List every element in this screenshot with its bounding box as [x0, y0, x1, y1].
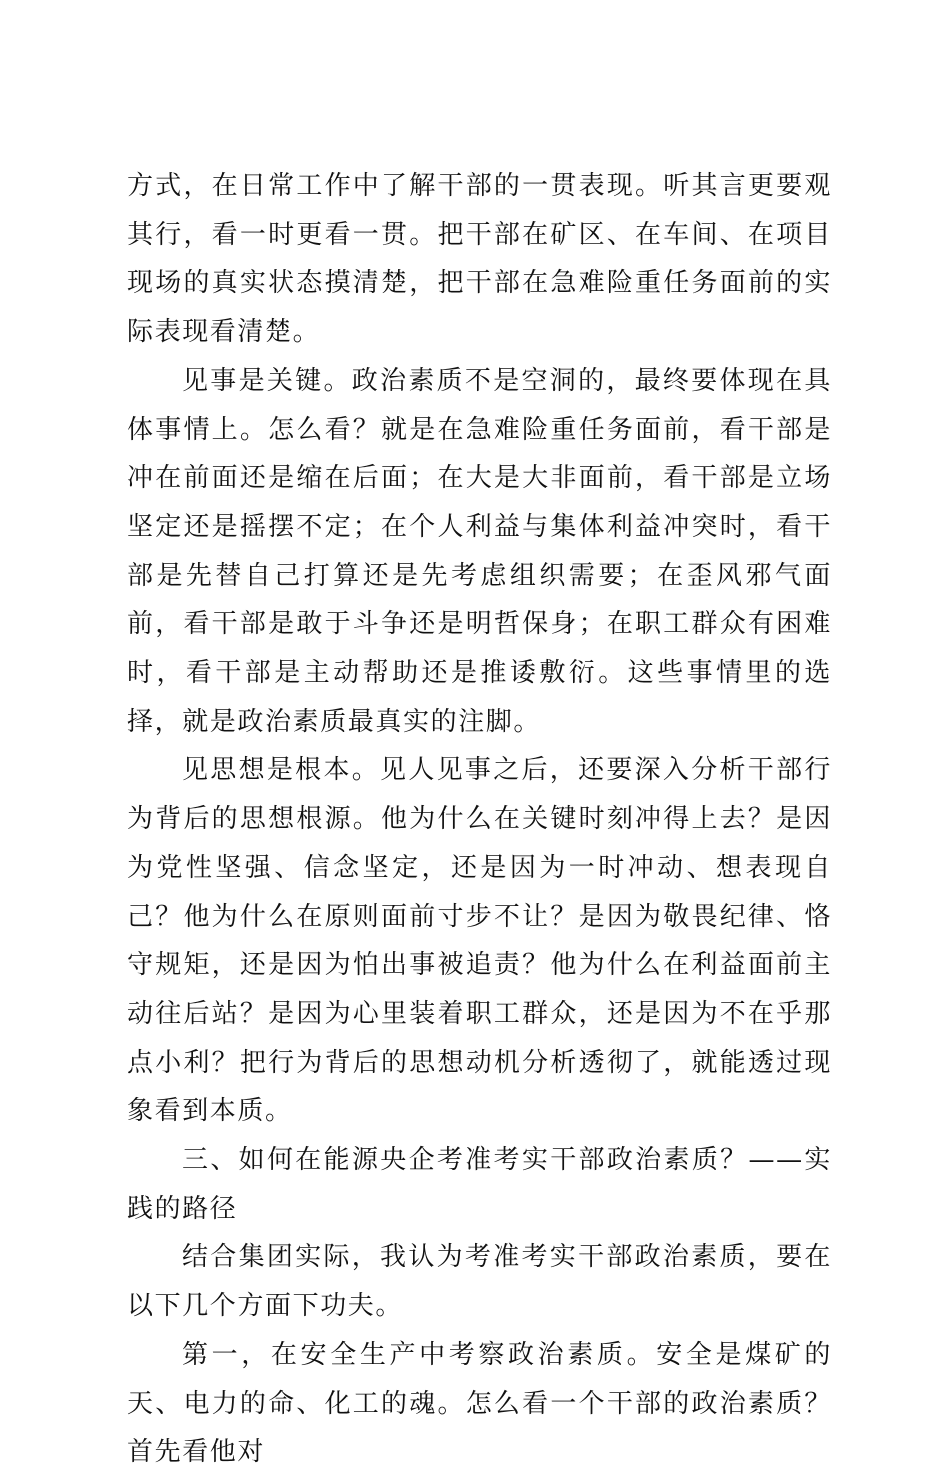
paragraph-first-point: 第一，在安全生产中考察政治素质。安全是煤矿的天、电力的命、化工的魂。怎么看一个干部的政治素质？首先看他对 — [127, 1339, 832, 1468]
paragraph-intro-practice: 结合集团实际，我认为考准考实干部政治素质，要在以下几个方面下功夫。 — [127, 1242, 832, 1322]
section-heading-3: 三、如何在能源央企考准考实干部政治素质？——实践的路径 — [127, 1145, 832, 1224]
paragraph-continuation: 方式，在日常工作中了解干部的一贯表现。听其言更要观其行，看一时更看一贯。把干部在矿区、在车间、在项目现场的真实状态摸清楚，把干部在急难险重任务面前的实际表现看清楚。 — [127, 171, 832, 348]
document-body — [127, 162, 832, 1477]
paragraph-see-events: 见事是关键。政治素质不是空洞的，最终要体现在具体事情上。怎么看？就是在急难险重任务面前，看干部是冲在前面还是缩在后面；在大是大非面前，看干部是立场坚定还是摇摆不定；在个人利益与集体利益冲突时，看干部是先替自己打算还是先考虑组织需要；在歪风邪气面前，看干部是敢于斗争还是明哲保身；在职工群众有困难时，看干部是主动帮助还是推诿敷衍。这些事情里的选择，就是政治素质最真实的注脚。 — [127, 365, 832, 737]
paragraph-see-thoughts: 见思想是根本。见人见事之后，还要深入分析干部行为背后的思想根源。他为什么在关键时刻冲得上去？是因为党性坚强、信念坚定，还是因为一时冲动、想表现自己？他为什么在原则面前寸步不让？是因为敬畏纪律、恪守规矩，还是因为怕出事被追责？他为什么在利益面前主动往后站？是因为心里装着职工群众，还是因为不在乎那点小利？把行为背后的思想动机分析透彻了，就能透过现象看到本质。 — [127, 755, 832, 1127]
